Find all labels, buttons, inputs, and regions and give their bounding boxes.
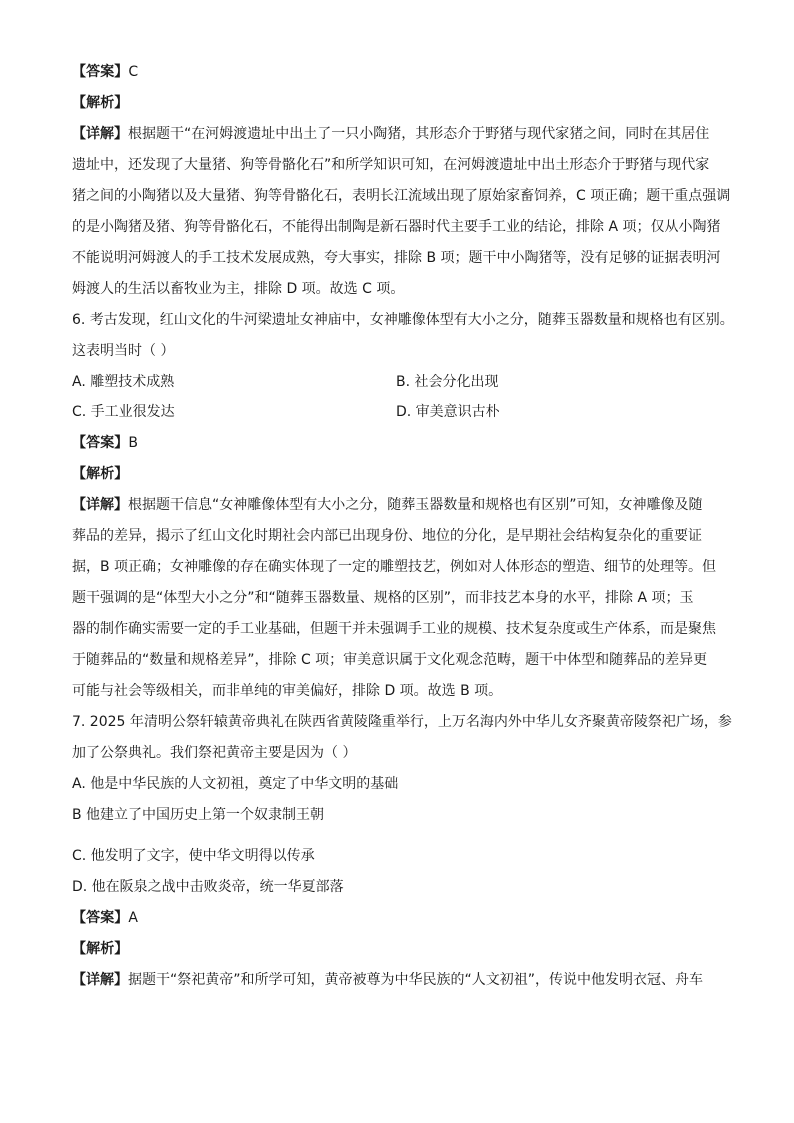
q5-answer <box>72 62 732 82</box>
option-d: D. 他在阪泉之战中击败炎帝，统一华夏部落 <box>72 879 344 895</box>
q6-detail-line: 题干强调的是“体型大小之分”和“随葬玉器数量、规格的区别”，而非技艺本身的水平，排除 A 项；玉 <box>72 590 694 606</box>
q5-detail-line: 遗址中，还发现了大量猪、狗等骨骼化石”和所学知识可知，在河姆渡遗址中出土形态介于野猪与现代家 <box>72 157 710 173</box>
q5-detail-line: 不能说明河姆渡人的手工技术发展成熟，夸大事实，排除 B 项；题干中小陶猪等，没有足够的证据表明河 <box>72 250 721 266</box>
q7-stem-line: 7. 2025 年清明公祭轩辕黄帝典礼在陕西省黄陵隆重举行，上万名海内外中华儿女齐聚黄帝陵祭祀广场，参 <box>72 714 732 730</box>
q6-answer <box>72 433 732 453</box>
option-b: B 他建立了中国历史上第一个奴隶制王朝 <box>72 807 325 823</box>
q6-detail-line: 可能与社会等级相关，而非单纯的审美偏好，排除 D 项。故选 B 项。 <box>72 683 503 699</box>
answer-label: 【答案】 <box>72 64 129 80</box>
answer-label: 【答案】 <box>72 910 129 926</box>
option-c: C. 手工业很发达 <box>72 404 175 420</box>
q5-detail-line: 猪之间的小陶猪以及大量猪、狗等骨骼化石，表明长江流域出现了原始家畜饲养，C 项正确；题干重点强调 <box>72 188 731 204</box>
answer-label: 【答案】 <box>72 435 129 451</box>
q6-option-row <box>72 372 732 392</box>
q6-stem-line: 6. 考古发现，红山文化的牛河梁遗址女神庙中，女神雕像体型有大小之分，随葬玉器数量和规格也有区别。 <box>72 312 734 328</box>
q7-analysis-label: 【解析】 <box>72 941 129 957</box>
detail-label: 【详解】 <box>72 126 128 142</box>
q7-answer <box>72 908 732 928</box>
option-d: D. 审美意识古朴 <box>396 404 500 420</box>
q5-detail-line: 姆渡人的生活以畜牧业为主，排除 D 项。故选 C 项。 <box>72 281 405 297</box>
q6-detail-line: 器的制作确实需要一定的手工业基础，但题干并未强调手工业的规模、技术复杂度或生产体系，而是聚焦 <box>72 621 716 637</box>
q6-option-row <box>72 402 732 422</box>
q7-detail-line: 【详解】据题干“祭祀黄帝”和所学可知，黄帝被尊为中华民族的“人文初祖”，传说中他发明衣冠、舟车 <box>72 972 704 988</box>
q6-detail-line: 葬品的差异，揭示了红山文化时期社会内部已出现身份、地位的分化，是早期社会结构复杂化的重要证 <box>72 528 702 544</box>
option-a: A. 雕塑技术成熟 <box>72 374 175 390</box>
document-page <box>72 62 732 990</box>
option-a: A. 他是中华民族的人文初祖，奠定了中华文明的基础 <box>72 776 399 792</box>
q6-detail-line: 于随葬品的“数量和规格差异”，排除 C 项；审美意识属于文化观念范畴，题干中体型和随葬品的差异更 <box>72 652 708 668</box>
q6-analysis-label: 【解析】 <box>72 466 129 482</box>
answer-value: C <box>128 64 139 80</box>
q6-detail-line: 据，B 项正确；女神雕像的存在确实体现了一定的雕塑技艺，例如对人体形态的塑造、细节的处理等。但 <box>72 559 717 575</box>
q6-detail-line: 【详解】根据题干信息“女神雕像体型有大小之分，随葬玉器数量和规格也有区别”可知，女神雕像及随 <box>72 497 703 513</box>
q5-detail-line: 【详解】根据题干“在河姆渡遗址中出土了一只小陶猪，其形态介于野猪与现代家猪之间，同时在其居住 <box>72 126 710 142</box>
option-c: C. 他发明了文字，使中华文明得以传承 <box>72 848 315 864</box>
detail-label: 【详解】 <box>72 497 128 513</box>
q7-stem-line: 加了公祭典礼。我们祭祀黄帝主要是因为（ ） <box>72 745 357 761</box>
q6-stem-line: 这表明当时（ ） <box>72 343 175 359</box>
answer-value: B <box>128 435 139 451</box>
q5-analysis-label: 【解析】 <box>72 95 129 111</box>
q5-detail-line: 的是小陶猪及猪、狗等骨骼化石，不能得出制陶是新石器时代主要手工业的结论，排除 A 项；仅从小陶猪 <box>72 219 721 235</box>
detail-label: 【详解】 <box>72 972 128 988</box>
answer-value: A <box>128 910 139 926</box>
option-b: B. 社会分化出现 <box>396 374 499 390</box>
